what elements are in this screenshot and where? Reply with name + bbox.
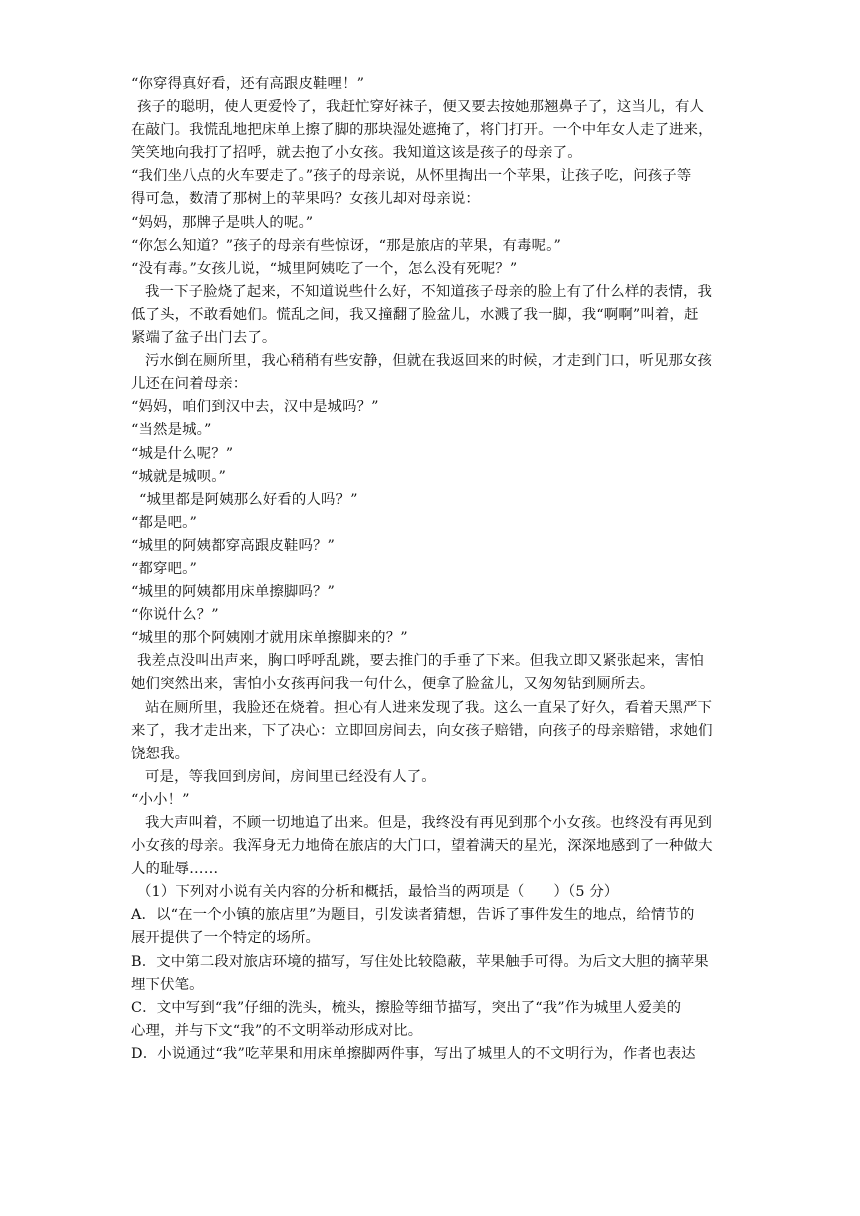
option-line: 展开提供了一个特定的场所。 — [131, 930, 321, 947]
text-line: 可是，等我回到房间，房间里已经没有人了。 — [145, 768, 436, 785]
text-line: 我一下子脸烧了起来，不知道说些什么好，不知道孩子母亲的脸上有了什么样的表情，我 — [145, 283, 713, 300]
text-line: 儿还在问着母亲： — [131, 376, 248, 393]
text-line: “你说什么？” — [131, 607, 219, 624]
text-line: “都穿吧。” — [131, 560, 197, 577]
text-line: 孩子的聪明，使人更爱怜了，我赶忙穿好袜子，便又要去按她那翘鼻子了，这当儿，有人 — [137, 99, 705, 116]
text-line: 我大声叫着，不顾一切地追了出来。但是，我终没有再见到那个小女孩。也终没有再见到 — [145, 815, 713, 831]
text-line: 紧端了盆子出门去了。 — [131, 330, 277, 347]
text-line: 来了，我才走出来，下了决心：立即回房间去，向女孩子赔错，向孩子的母亲赔错，求她们 — [131, 722, 713, 739]
text-line: 饶恕我。 — [131, 745, 190, 762]
text-line: “城里都是阿姨那么好看的人吗？” — [139, 491, 358, 508]
text-line: “小小！” — [131, 791, 190, 808]
option-line: 埋下伏笔。 — [131, 976, 204, 993]
text-line: “妈妈，那牌子是哄人的呢。” — [131, 214, 314, 231]
text-line: “城里的阿姨都穿高跟皮鞋吗？” — [131, 537, 336, 554]
text-line: 她们突然出来，害怕小女孩再问我一句什么，便拿了脸盆儿，又匆匆钻到厕所去。 — [131, 676, 655, 693]
option-line: D．小说通过“我”吃苹果和用床单擦脚两件事，写出了城里人的不文明行为，作者也表达 — [131, 1045, 696, 1062]
text-line: 站在厕所里，我脸还在烧着。担心有人进来发现了我。这么一直呆了好久，看着天黑严下 — [145, 699, 713, 716]
document-body — [131, 73, 737, 1066]
option-line: B．文中第二段对旅店环境的描写，写住处比较隐蔽，苹果触手可得。为后文大胆的摘苹果 — [131, 953, 709, 970]
text-line: 人的耻辱…… — [131, 861, 219, 878]
text-line: “我们坐八点的火车要走了。”孩子的母亲说，从怀里掏出一个苹果，让孩子吃，问孩子等 — [131, 168, 692, 185]
text-line: “城里的阿姨都用床单擦脚吗？” — [131, 584, 336, 601]
text-line: “妈妈，咱们到汉中去，汉中是城吗？” — [131, 399, 379, 416]
text-line: 低了头，不敢看她们。慌乱之间，我又撞翻了脸盆儿，水溅了我一脚，我“啊啊”叫着，赶 — [131, 306, 699, 323]
text-line: 笑笑地向我打了招呼，就去抱了小女孩。我知道这该是孩子的母亲了。 — [131, 145, 582, 162]
text-line: 污水倒在厕所里，我心稍稍有些安静，但就在我返回来的时候，才走到门口，听见那女孩 — [145, 353, 713, 370]
text-line: 我差点没叫出声来，胸口呼呼乱跳，要去推门的手垂了下来。但我立即又紧张起来，害怕 — [137, 653, 705, 670]
option-line: C．文中写到“我”仔细的洗头，梳头，擦脸等细节描写，突出了“我”作为城里人爱美的 — [131, 999, 682, 1016]
option-line: 心理，并与下文“我”的不文明举动形成对比。 — [131, 1022, 423, 1039]
text-line: “城是什么呢？” — [131, 445, 234, 462]
text-line: “你怎么知道？”孩子的母亲有些惊讶，“那是旅店的苹果，有毒呢。” — [131, 237, 561, 254]
text-line: “城里的那个阿姨刚才就用床单擦脚来的？” — [131, 630, 408, 647]
text-line: 小女孩的母亲。我浑身无力地倚在旅店的大门口，望着满天的星光，深深地感到了一种做大 — [131, 838, 713, 855]
text-line: “当然是城。” — [131, 422, 212, 439]
option-line: A．以“在一个小镇的旅店里”为题目，引发读者猜想，告诉了事件发生的地点，给情节的 — [131, 907, 695, 924]
text-line: “你穿得真好看，还有高跟皮鞋哩！” — [131, 76, 365, 92]
text-line: “都是吧。” — [131, 514, 197, 531]
text-line: 得可急，数清了那树上的苹果吗？女孩儿却对母亲说： — [131, 191, 480, 208]
question-line: （1）下列对小说有关内容的分析和概括，最恰当的两项是（ ）（5 分） — [137, 884, 619, 901]
text-line: “城就是城呗。” — [131, 468, 227, 485]
text-line: 在敲门。我慌乱地把床单上擦了脚的那块湿处遮掩了，将门打开。一个中年女人走了进来， — [131, 122, 713, 139]
text-line: “没有毒。”女孩儿说，“城里阿姨吃了一个，怎么没有死呢？” — [131, 260, 518, 277]
